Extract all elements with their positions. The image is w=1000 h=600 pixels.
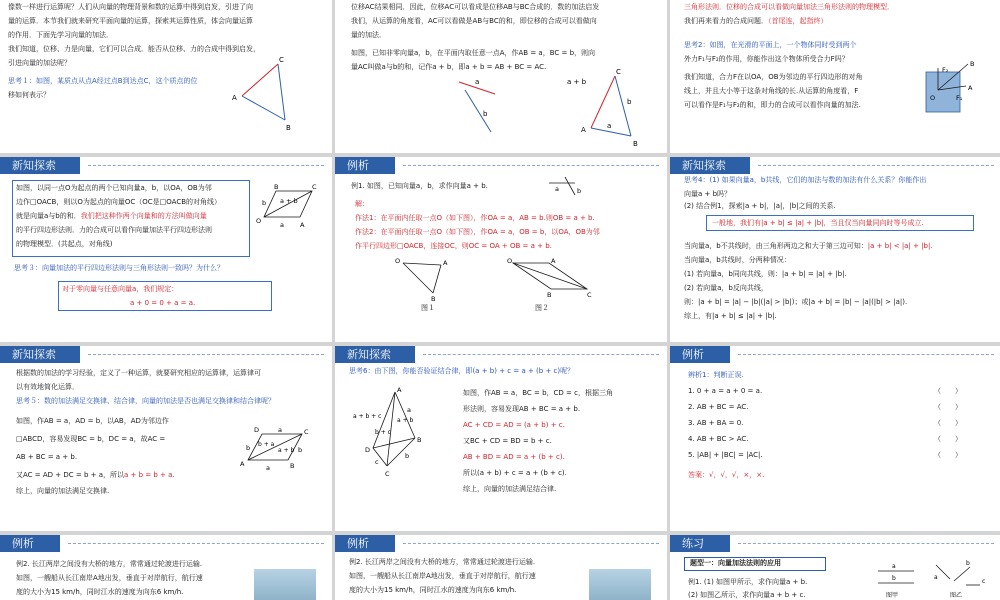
slide-collinear-vectors[interactable] [670, 157, 1000, 342]
think-question-1-cont: 移如何表示？ [8, 91, 50, 99]
resultant-line-2: 线上，并且大小等于这条对角线的长.从运算的角度看，F [684, 87, 859, 95]
force-intro [684, 16, 828, 27]
associative-figure [353, 386, 443, 478]
think-question-6: 思考6：由下图，你能否验证结合律，即(a + b) + c = a + (b + c)呢？ [349, 367, 575, 375]
solution-label: 解： [355, 200, 369, 208]
example-2-line-2: 如图，一艘船从长江南岸A地出发，垂直于对岸航行，航行速 [16, 574, 203, 582]
example-2-line-2: 如图，一艘船从长江南岸A地出发，垂直于对岸航行，航行速 [349, 572, 536, 580]
resultant-line-3: 可以看作是F₁与F₂的和，即力的合成可以看作向量的加法. [684, 101, 861, 109]
method-2-line-1: 作法2：在平面内任取一点O（如下图），作OA = a，OB = b，以OA，OB为邻 [355, 228, 600, 236]
displacement-triangle-figure [228, 56, 308, 134]
intro-line-4: 我们知道，位移、力是向量，它们可以合成．能否从位移、力的合成中得到启发， [8, 45, 260, 53]
point-b-label: B [290, 462, 295, 470]
point-b-label: B [417, 436, 422, 444]
point-o-label: O [507, 257, 513, 265]
laws-intro-2: 以有效地简化运算． [16, 383, 79, 391]
force-f2-label: F₂ [942, 66, 949, 74]
point-b-label: B [633, 140, 638, 148]
noncollinear-case-text: 当向量a，b不共线时，由三角形两边之和大于第三边可知： [684, 242, 868, 250]
commutative-conclusion: 综上，向量的加法满足交换律. [16, 487, 110, 495]
resultant-line-1: 我们知道，合力F在以OA，OB为邻边的平行四边形的对角 [684, 73, 863, 81]
example-vectors-figure [545, 175, 585, 199]
slide-title: 新知探索 [670, 157, 750, 174]
figure-2-caption: 图２ [535, 304, 549, 312]
point-o-label: O [256, 217, 262, 225]
commutative-line-2: □ABCD，容易发现BC = b，DC = a，故AC = [16, 435, 166, 443]
slide-title: 例析 [0, 535, 60, 552]
topic-title: 题型一：向量加法法则的应用 [690, 559, 781, 567]
figure-2-parallelogram [507, 255, 593, 299]
same-direction-case: (1) 若向量a，b同向共线，则：|a + b| = |a| + |b|. [684, 270, 847, 278]
think-question-4-part-2: (2) 结合例1，探索|a + b|，|a|，|b|之间的关系. [684, 202, 836, 210]
vector-a-label-2: a [607, 122, 612, 130]
example-2-line-3: 度的大小为15 km/h，同时江水的速度为向东6 km/h. [349, 586, 517, 594]
exercise-item-1-blank[interactable]: （ ） [934, 387, 962, 395]
think-question-4: 思考4：(1) 如果向量a，b共线，它们的加法与数的加法有什么关系？你能作出 [684, 176, 927, 184]
triangle-rule-text: 三角形法则．位移的合成可以看做向量加法三角形法则的物理模型． [684, 3, 894, 11]
given-vectors-figure [455, 76, 515, 140]
def-line-1: 位移AC结果相同．因此，位移AC可以看成是位移AB与BC合成的．数的加法启发 [351, 3, 600, 11]
rule-line-4: 的平行四边形法则．力的合成可以看作向量加法平行四边形法则 [16, 226, 212, 234]
parallelogram-figure [256, 181, 326, 231]
point-a-label: A [581, 126, 586, 134]
title-rule [403, 543, 659, 544]
point-d-label: D [365, 446, 371, 454]
example-1-question: 例1. 如图，已知向量a，b，求作向量a + b. [351, 182, 488, 190]
commutative-line-4 [16, 470, 175, 481]
title-rule [403, 165, 659, 166]
def-line-4: 如图，已知非零向量a，b，在平面内取任意一点A，作AB = a，BC = b，则向 [351, 49, 596, 57]
practice-question-2: (2) 如图乙所示，求作向量a + b + c. [688, 591, 806, 599]
sum-abc-label: a + b + c [353, 413, 382, 420]
commutative-line-1: 如图，作AB = a，AD = b，以AB，AD为邻边作 [16, 417, 169, 425]
point-b-label: B [274, 183, 279, 191]
point-a-label: A [551, 257, 556, 265]
vector-a-label: a [407, 406, 411, 414]
method-2-line-2: 作平行四边形□OACB，连接OC，则OC = OA + OB = a + b. [355, 242, 552, 250]
noncollinear-case [684, 241, 933, 252]
method-1: 作法1：在平面内任取一点O（如下图），作OA = a，AB = b.则OB = a + b. [355, 214, 595, 222]
vector-b-label: b [483, 110, 488, 118]
exercise-item-5-blank[interactable]: （ ） [934, 451, 962, 459]
exercise-item-2-blank[interactable]: （ ） [934, 403, 962, 411]
slide-title: 例析 [335, 535, 395, 552]
title-rule [68, 543, 324, 544]
point-c-label: C [587, 291, 592, 299]
sum-label: a + b [567, 78, 587, 86]
slide-vector-motivation[interactable] [0, 0, 332, 153]
force-intro-text: 我们再来看力的合成问题． [684, 17, 768, 25]
intro-line-2: 量的运算．本节我们就来研究平面向量的运算，探索其运算性质，体会向量运算 [8, 17, 253, 25]
fig-yi-caption: 图乙 [950, 592, 963, 599]
associative-line-3: AC + CD = AD = (a + b) + c. [463, 421, 565, 429]
sum-label: a + b [280, 197, 298, 205]
point-b-label: B [286, 124, 291, 132]
triangle-inequality: 一般地，我们有|a + b| ≤ |a| + |b|，当且仅当向量同向时等号成立. [712, 219, 924, 227]
vector-b-label: b [405, 452, 410, 460]
def-line-5: 量AC叫做a与b的和，记作a + b，即a + b = AB + BC = AC. [351, 63, 547, 71]
vector-c-label: c [375, 458, 379, 466]
point-a-label: A [232, 94, 237, 102]
laws-intro-1: 根据数的加法的学习经验，定义了一种运算，就要研究相应的运算律，运算律可 [16, 369, 261, 377]
commutative-law: a + b = b + a. [124, 471, 175, 479]
collinear-case: 当向量a，b共线时，分两种情况： [684, 256, 791, 264]
associative-line-2: 形法则，容易发现AB + BC = a + b. [463, 405, 581, 413]
point-b-label: B [431, 295, 436, 303]
slide-title: 例析 [335, 157, 395, 174]
vector-b-right-label: b [298, 446, 303, 454]
vector-a-label: a [475, 78, 480, 86]
associative-line-4: 又BC + CD = BD = b + c. [463, 437, 552, 445]
exercise-item-4-blank[interactable]: （ ） [934, 435, 962, 443]
title-rule [423, 354, 659, 355]
rule-line-3-red: 我们把这种作两个向量和的方法叫做向量 [80, 212, 207, 220]
point-a-label: A [968, 84, 973, 92]
title-rule [88, 354, 324, 355]
vector-b-label-2: b [627, 98, 632, 106]
force-block-figure [922, 58, 992, 122]
exercise-item-3: 3. AB + BA = 0. [688, 419, 744, 427]
river-image [254, 569, 316, 600]
point-c-label: C [279, 56, 284, 64]
think-question-4-cont: 向量a + b吗？ [684, 190, 732, 198]
sum-a-plus-b-label: a + b [278, 447, 295, 454]
fig-jia-caption: 图甲 [886, 592, 899, 599]
slide-commutative-law[interactable] [0, 346, 332, 531]
associative-line-5: AB + BD = AD = a + (b + c). [463, 453, 565, 461]
vector-a-label: a [555, 185, 559, 193]
def-line-2: 我们，从运算的角度看，AC可以看做是AB与BC的和，即位移的合成可以看做向 [351, 17, 597, 25]
force-f1-label: F₁ [956, 94, 963, 102]
rule-line-3-text: 就是向量a与b的和． [16, 212, 81, 220]
intro-line-5: 引进向量的加法呢？ [8, 59, 71, 67]
opposite-direction-case: (2) 若向量a，b反向共线， [684, 284, 768, 292]
commutative-figure [234, 424, 324, 474]
think-question-1: 思考１：如图，某质点从点A经过点B到达点C，这个质点的位 [8, 77, 198, 85]
point-a-label: A [443, 259, 448, 267]
point-b-label: B [547, 291, 552, 299]
rule-line-5: 的物理模型．(共起点，对角线) [16, 240, 113, 248]
figure-1-triangle [395, 255, 465, 303]
title-rule [738, 543, 994, 544]
conclusion: 综上，有|a + b| ≤ |a| + |b|. [684, 312, 777, 320]
zero-rule-line-1: 对于零向量与任意向量a，我们规定： [62, 285, 179, 293]
associative-line-7: 综上，向量的加法满足结合律. [463, 485, 557, 493]
vector-a-label: a [280, 221, 284, 229]
title-rule [738, 354, 994, 355]
vector-b-label: b [262, 199, 267, 207]
def-line-3: 量的加法． [351, 31, 386, 39]
point-a-label: A [240, 460, 245, 468]
point-c-label: C [616, 68, 621, 76]
point-o-label: O [930, 94, 936, 102]
zero-rule-line-2: a + 0 = 0 + a = a. [130, 299, 196, 307]
intro-line-3: 的作用．下面先学习向量的加法． [8, 31, 113, 39]
slide-vector-addition-definition[interactable] [335, 0, 667, 153]
exercise-item-4: 4. AB + BC > AC. [688, 435, 749, 443]
sum-ab-label: a + b [397, 417, 414, 424]
rule-line-1: 如图，以同一点O为起点的两个已知向量a，b，以OA，OB为邻 [16, 184, 212, 192]
slide-force-composition[interactable] [670, 0, 1000, 153]
slide-title: 练习 [670, 535, 730, 552]
vector-a-bottom-label: a [266, 464, 270, 472]
example-2-line-1: 例2. 长江两岸之间没有大桥的地方，常常通过轮渡进行运输. [349, 558, 536, 566]
river-image [589, 569, 651, 600]
vector-b-left-label: b [246, 444, 251, 452]
associative-line-1: 如图，作AB = a，BC = b，CD = c，根据三角 [463, 389, 613, 397]
slide-title: 例析 [670, 346, 730, 363]
slide-practice[interactable] [670, 535, 1000, 600]
exercise-item-1: 1. 0 + a = a + 0 = a. [688, 387, 763, 395]
slide-title: 新知探索 [0, 346, 80, 363]
sum-b-plus-a-label: b + a [258, 441, 275, 448]
slide-associative-law[interactable] [335, 346, 667, 531]
practice-question-1: 例1. (1) 如图甲所示，求作向量a + b. [688, 578, 808, 586]
title-rule [88, 165, 324, 166]
slide-parallelogram-rule[interactable] [0, 157, 332, 342]
opposite-direction-result: 则：|a + b| = |a| − |b|(|a| > |b|)；或|a + b| = |b| − |a|(|b| > |a|). [684, 298, 908, 306]
head-to-tail-hint: （首尾连，起指终） [768, 17, 828, 25]
fig-jia-vector-b: b [892, 575, 896, 582]
example-2-line-3: 度的大小为15 km/h，同时江水的速度为向东6 km/h. [16, 588, 184, 596]
slide-true-false-exercise[interactable] [670, 346, 1000, 531]
point-a-label: A [300, 221, 305, 229]
point-c-label: C [385, 470, 390, 478]
think-question-3: 思考３：向量加法的平行四边形法则与三角形法则一致吗？为什么？ [14, 264, 224, 272]
think-question-5: 思考５：数的加法满足交换律、结合律，向量的加法是否也满足交换律和结合律呢？ [16, 397, 275, 405]
think-question-2: 思考2：如图，在光滑的平面上，一个物体同时受到两个 [684, 41, 857, 49]
point-b-label: B [970, 60, 975, 68]
slide-example-2-a[interactable] [0, 535, 332, 600]
intro-line-1: 像数一样进行运算呢？人们从向量的物理背景和数的运算中得到启发，引进了向 [8, 3, 253, 11]
title-rule [758, 165, 994, 166]
rule-line-2: 边作□OACB，则以O为起点的向量OC（OC是□OACB的对角线） [16, 198, 222, 206]
commutative-line-3: AB + BC = a + b. [16, 453, 78, 461]
think-question-2-cont: 外力F₁与F₂的作用，你能作出这个物体所受合力F吗？ [684, 55, 849, 63]
practice-figures [870, 557, 990, 599]
triangle-rule-figure [567, 68, 651, 150]
vector-b-label: b [577, 187, 582, 195]
slide-example-2-b[interactable] [335, 535, 667, 600]
sum-bc-label: b + c [375, 429, 391, 436]
rule-line-3 [16, 211, 207, 222]
exercise-item-5: 5. |AB| + |BC| = |AC|. [688, 451, 763, 459]
exercise-intro: 辨析1：判断正误. [688, 371, 744, 379]
exercise-answer: 答案：√，√，√，×，×. [688, 471, 765, 479]
figure-1-caption: 图１ [421, 304, 435, 312]
slide-title: 新知探索 [0, 157, 80, 174]
strict-inequality: |a + b| < |a| + |b|. [867, 242, 933, 250]
fig-jia-vector-a: a [892, 563, 896, 570]
slide-example-1[interactable] [335, 157, 667, 342]
exercise-item-3-blank[interactable]: （ ） [934, 419, 962, 427]
slide-title: 新知探索 [335, 346, 415, 363]
fig-yi-vector-b: b [966, 560, 970, 567]
point-c-label: C [304, 428, 309, 436]
exercise-item-2: 2. AB + BC = AC. [688, 403, 749, 411]
point-a-label: A [397, 386, 402, 394]
example-2-line-1: 例2. 长江两岸之间没有大桥的地方，常常通过轮渡进行运输. [16, 560, 203, 568]
point-o-label: O [395, 257, 401, 265]
point-d-label: D [254, 426, 260, 434]
fig-yi-vector-c: c [982, 578, 986, 585]
associative-line-6: 所以(a + b) + c = a + (b + c). [463, 469, 567, 477]
fig-yi-vector-a: a [934, 574, 938, 581]
point-c-label: C [312, 183, 317, 191]
commutative-line-4-text: 又AC = AD + DC = b + a，所以 [16, 471, 125, 479]
vector-a-top-label: a [278, 426, 282, 434]
